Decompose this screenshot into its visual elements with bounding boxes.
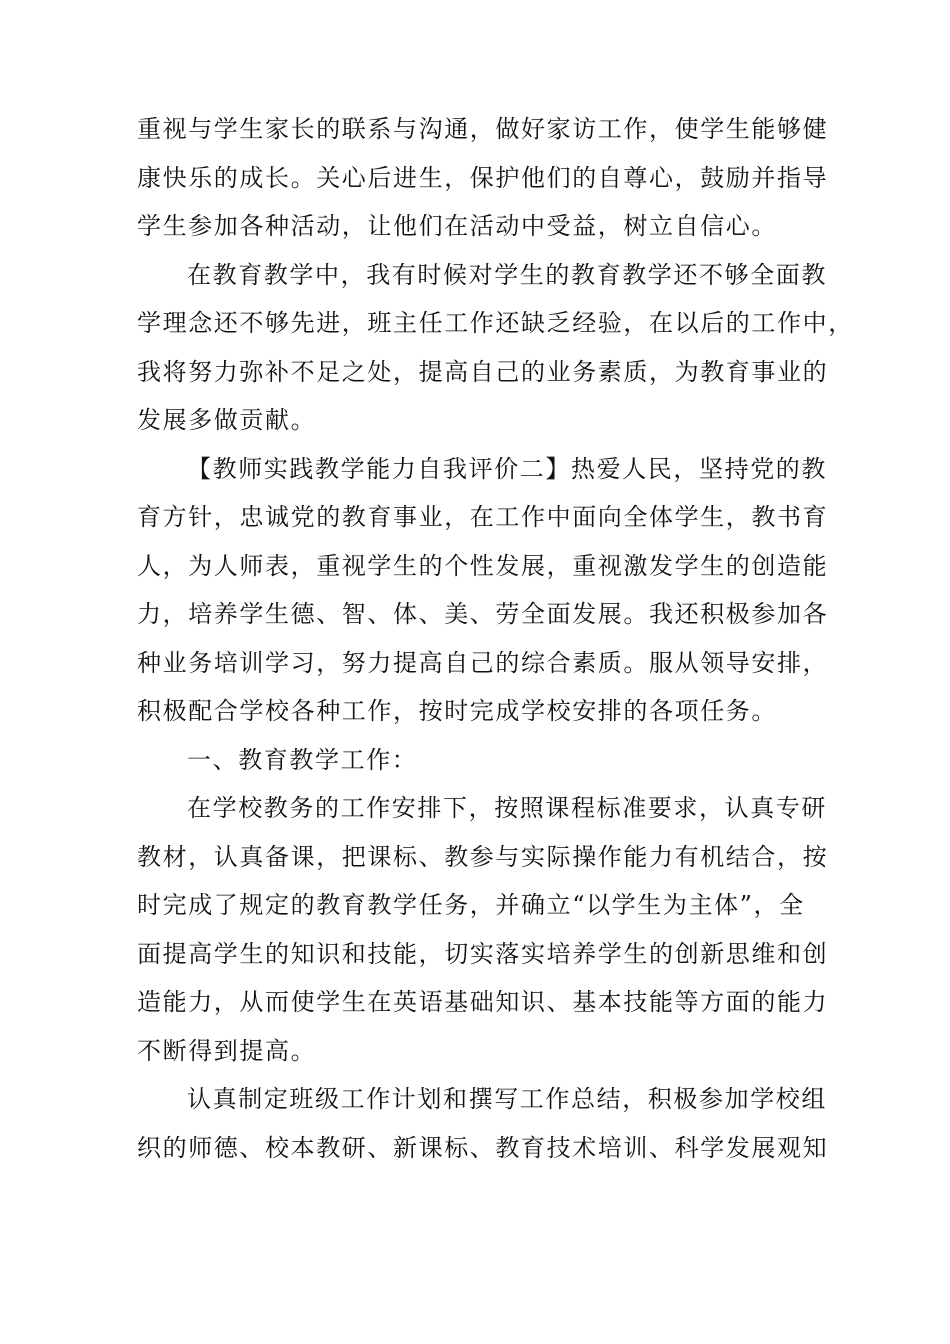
paragraph-2 [137,251,854,445]
text-line: 育方针，忠诚党的教育事业，在工作中面向全体学生，教书育 [137,503,829,531]
paragraph-1 [137,105,837,251]
text-line: 时完成了规定的教育教学任务，并确立“以学生为主体”，全 [137,891,805,919]
paragraph-3 [137,445,837,736]
text-line: 学生参加各种活动，让他们在活动中受益，树立自信心。 [137,212,777,240]
text-line: 人，为人师表，重视学生的个性发展，重视激发学生的创造能 [137,551,829,580]
text-line: 【教师实践教学能力自我评价二】热爱人民，坚持党的教 [187,454,827,483]
text-line: 发展多做贡献。 [137,406,317,434]
text-line: 一、教育教学工作： [187,745,418,774]
text-line: 康快乐的成长。关心后进生，保护他们的自尊心，鼓励并指导 [137,163,829,192]
text-line: 学理念还不够先进，班主任工作还缺乏经验，在以后的工作中， [137,309,854,337]
text-line: 在学校教务的工作安排下，按照课程标准要求，认真专研 [187,794,827,822]
text-line: 认真制定班级工作计划和撰写工作总结，积极参加学校组 [187,1085,827,1113]
text-line: 面提高学生的知识和技能，切实落实培养学生的创新思维和创 [137,939,829,968]
document-body [137,105,854,1172]
paragraph-4 [137,784,837,1075]
section-heading [137,736,837,785]
text-line: 造能力，从而使学生在英语基础知识、基本技能等方面的能力 [137,988,829,1016]
text-line: 重视与学生家长的联系与沟通，做好家访工作，使学生能够健 [137,115,829,143]
text-line: 不断得到提高。 [137,1036,317,1065]
text-line: 我将努力弥补不足之处，提高自己的业务素质，为教育事业的 [137,357,829,386]
text-line: 织的师德、校本教研、新课标、教育技术培训、科学发展观知 [137,1133,829,1162]
paragraph-5 [137,1075,837,1172]
text-line: 力，培养学生德、智、体、美、劳全面发展。我还积极参加各 [137,600,829,628]
text-line: 积极配合学校各种工作，按时完成学校安排的各项任务。 [137,697,777,725]
text-line: 种业务培训学习，努力提高自己的综合素质。服从领导安排， [137,648,829,677]
text-line: 在教育教学中，我有时候对学生的教育教学还不够全面教 [187,260,827,289]
text-line: 教材，认真备课，把课标、教参与实际操作能力有机结合，按 [137,842,829,871]
